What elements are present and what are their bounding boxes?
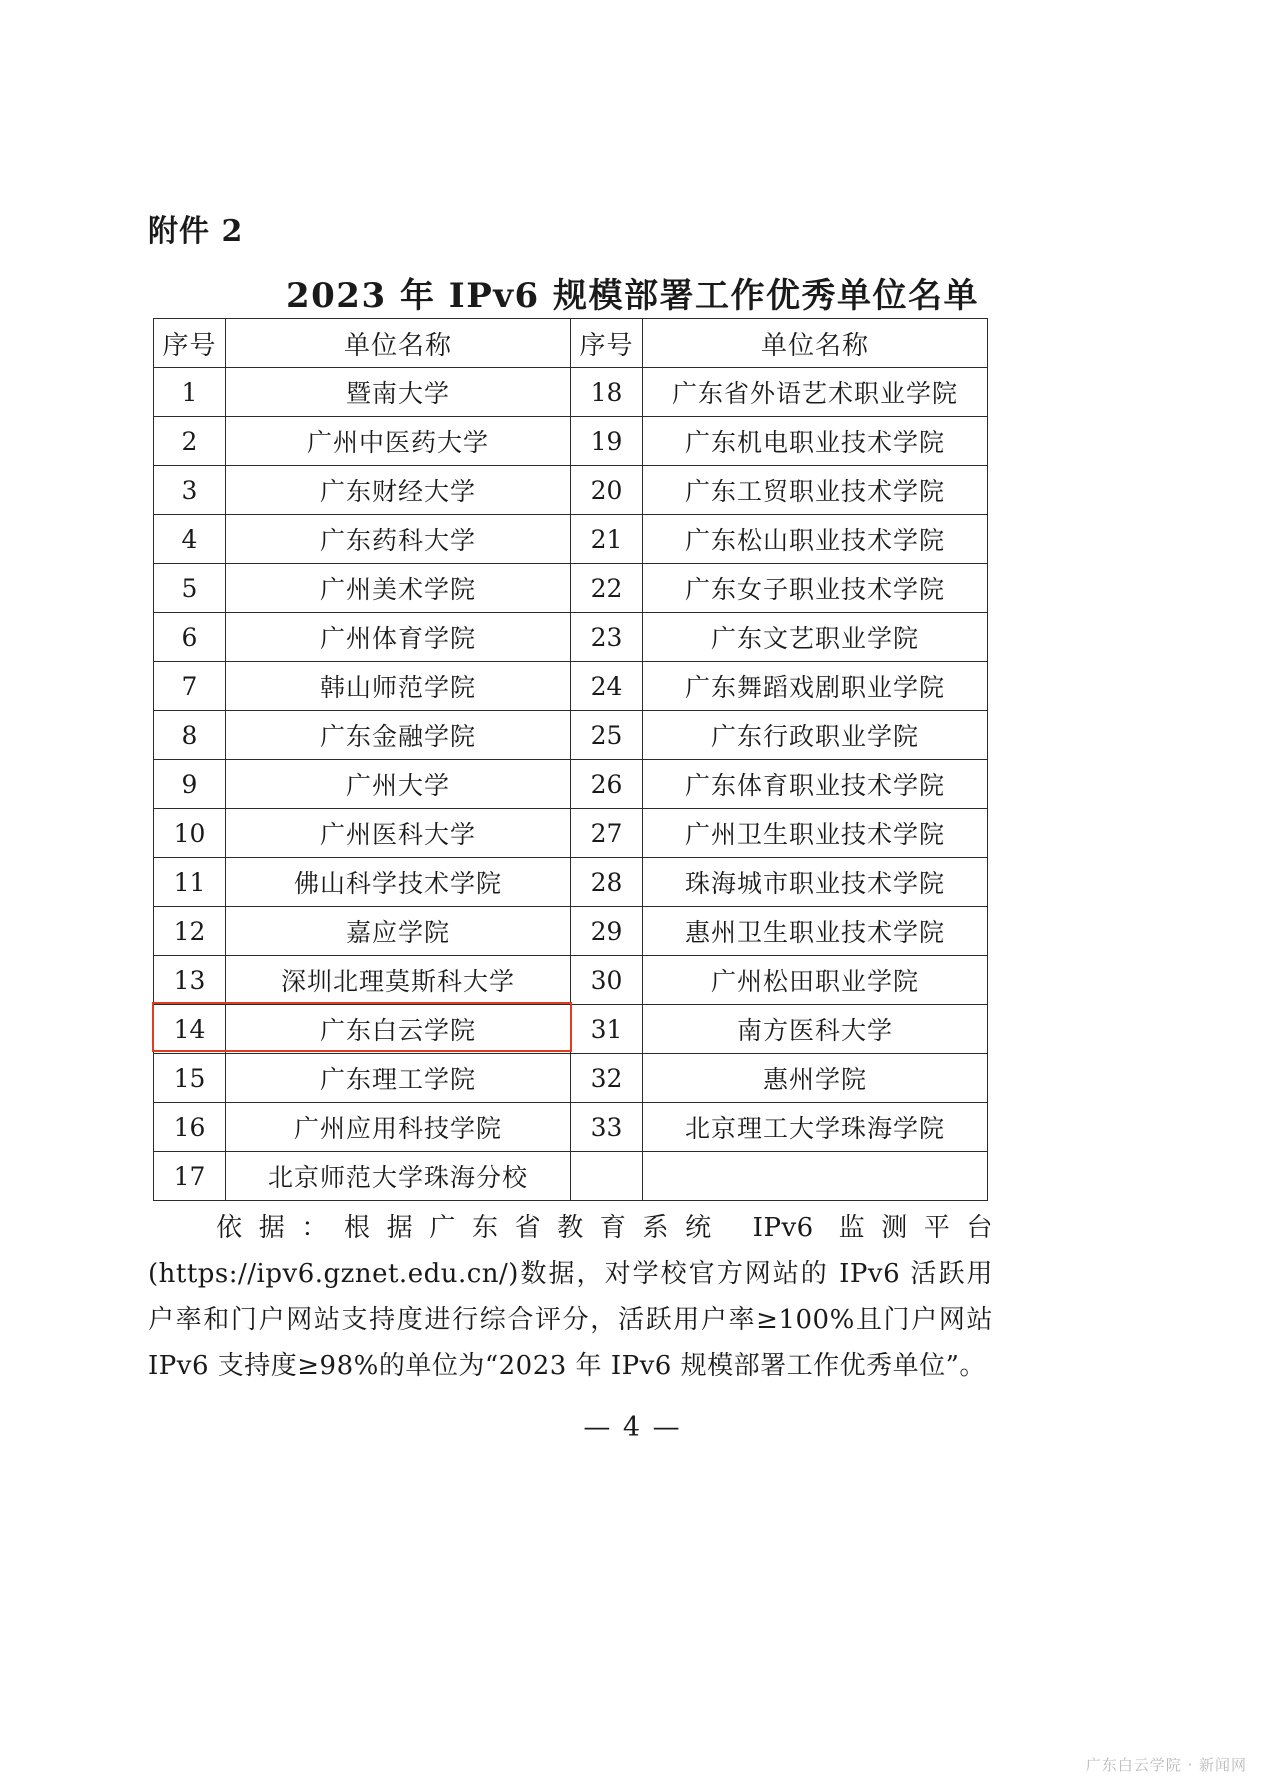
watermark: 广东白云学院 · 新闻网 xyxy=(1085,1756,1247,1774)
cell-index-right: 18 xyxy=(571,368,643,417)
table-row xyxy=(154,711,988,760)
cell-name-right: 惠州学院 xyxy=(643,1054,988,1103)
note-text xyxy=(148,1205,993,1389)
cell-name-left: 广州中医药大学 xyxy=(226,417,571,466)
cell-index-right: 27 xyxy=(571,809,643,858)
cell-index-left: 11 xyxy=(154,858,226,907)
cell-name-left: 广东金融学院 xyxy=(226,711,571,760)
column-header-name-left: 单位名称 xyxy=(226,319,571,368)
cell-name-right: 北京理工大学珠海学院 xyxy=(643,1103,988,1152)
column-header-name-right: 单位名称 xyxy=(643,319,988,368)
cell-index-right: 33 xyxy=(571,1103,643,1152)
note-body: 依据：根据广东省教育系统 IPv6 监测平台(https://ipv6.gznet.edu.cn/)数据，对学校官方网站的 IPv6 活跃用户率和门户网站支持度进行综合评分，活跃用户率≥100%且门户网站 IPv6 支持度≥98%的单位为“2023 年 IPv6 规模部署工作优秀单位”。 xyxy=(148,1213,993,1381)
cell-name-left: 广州医科大学 xyxy=(226,809,571,858)
table-row xyxy=(154,1054,988,1103)
cell-name-right: 广东女子职业技术学院 xyxy=(643,564,988,613)
page-number: — 4 — xyxy=(583,1412,682,1443)
cell-name-right: 广东行政职业学院 xyxy=(643,711,988,760)
cell-index-left: 6 xyxy=(154,613,226,662)
table-row xyxy=(154,1103,988,1152)
cell-name-right: 广州松田职业学院 xyxy=(643,956,988,1005)
cell-name-left: 广州体育学院 xyxy=(226,613,571,662)
table-row xyxy=(154,662,988,711)
cell-index-left: 2 xyxy=(154,417,226,466)
cell-index-right: 25 xyxy=(571,711,643,760)
table-row xyxy=(154,417,988,466)
cell-index-right: 23 xyxy=(571,613,643,662)
cell-name-right: 广东舞蹈戏剧职业学院 xyxy=(643,662,988,711)
cell-name-right: 南方医科大学 xyxy=(643,1005,988,1054)
cell-index-left: 12 xyxy=(154,907,226,956)
cell-index-right: 21 xyxy=(571,515,643,564)
cell-name-left: 广州大学 xyxy=(226,760,571,809)
cell-index-left: 14 xyxy=(154,1005,226,1054)
cell-index-right: 22 xyxy=(571,564,643,613)
cell-index-left: 3 xyxy=(154,466,226,515)
cell-name-left: 广东药科大学 xyxy=(226,515,571,564)
cell-name-left: 韩山师范学院 xyxy=(226,662,571,711)
cell-index-right: 24 xyxy=(571,662,643,711)
cell-index-left: 4 xyxy=(154,515,226,564)
cell-name-right: 广东工贸职业技术学院 xyxy=(643,466,988,515)
cell-index-right: 20 xyxy=(571,466,643,515)
cell-name-left: 嘉应学院 xyxy=(226,907,571,956)
cell-name-right: 广东省外语艺术职业学院 xyxy=(643,368,988,417)
cell-index-right: 30 xyxy=(571,956,643,1005)
cell-name-right: 惠州卫生职业技术学院 xyxy=(643,907,988,956)
cell-name-left: 广东财经大学 xyxy=(226,466,571,515)
table-row xyxy=(154,956,988,1005)
cell-index-right: 28 xyxy=(571,858,643,907)
cell-name-right: 广东体育职业技术学院 xyxy=(643,760,988,809)
cell-index-right: 32 xyxy=(571,1054,643,1103)
cell-index-left: 15 xyxy=(154,1054,226,1103)
table-row xyxy=(154,907,988,956)
unit-list-table xyxy=(153,318,988,1201)
table-row xyxy=(154,1152,988,1201)
cell-name-left: 广东理工学院 xyxy=(226,1054,571,1103)
cell-index-left: 1 xyxy=(154,368,226,417)
cell-index-left: 9 xyxy=(154,760,226,809)
cell-index-left: 8 xyxy=(154,711,226,760)
cell-index-right: 26 xyxy=(571,760,643,809)
cell-name-right: 广东机电职业技术学院 xyxy=(643,417,988,466)
table-row-highlighted xyxy=(154,1005,988,1054)
cell-name-left: 广州美术学院 xyxy=(226,564,571,613)
cell-index-left: 13 xyxy=(154,956,226,1005)
attachment-label: 附件 2 xyxy=(148,214,244,249)
cell-name-left: 广东白云学院 xyxy=(226,1005,571,1054)
table-row xyxy=(154,858,988,907)
cell-name-left: 暨南大学 xyxy=(226,368,571,417)
table-row xyxy=(154,368,988,417)
cell-name-left: 深圳北理莫斯科大学 xyxy=(226,956,571,1005)
cell-index-left: 5 xyxy=(154,564,226,613)
table-row xyxy=(154,564,988,613)
cell-index-left: 10 xyxy=(154,809,226,858)
column-header-index-left: 序号 xyxy=(154,319,226,368)
cell-index-left: 17 xyxy=(154,1152,226,1201)
cell-name-right: 广东松山职业技术学院 xyxy=(643,515,988,564)
cell-name-left: 佛山科学技术学院 xyxy=(226,858,571,907)
table-row xyxy=(154,515,988,564)
table-row xyxy=(154,760,988,809)
page-title: 2023 年 IPv6 规模部署工作优秀单位名单 xyxy=(285,276,980,316)
table-row xyxy=(154,809,988,858)
cell-name-right: 广东文艺职业学院 xyxy=(643,613,988,662)
cell-name-right-empty xyxy=(643,1152,988,1201)
table-row xyxy=(154,466,988,515)
cell-index-right: 19 xyxy=(571,417,643,466)
cell-name-right: 广州卫生职业技术学院 xyxy=(643,809,988,858)
cell-name-left: 广州应用科技学院 xyxy=(226,1103,571,1152)
cell-index-left: 7 xyxy=(154,662,226,711)
table-header-row xyxy=(154,319,988,368)
cell-name-left: 北京师范大学珠海分校 xyxy=(226,1152,571,1201)
cell-name-right: 珠海城市职业技术学院 xyxy=(643,858,988,907)
cell-index-right-empty xyxy=(571,1152,643,1201)
table-row xyxy=(154,613,988,662)
cell-index-right: 31 xyxy=(571,1005,643,1054)
cell-index-left: 16 xyxy=(154,1103,226,1152)
cell-index-right: 29 xyxy=(571,907,643,956)
column-header-index-right: 序号 xyxy=(571,319,643,368)
